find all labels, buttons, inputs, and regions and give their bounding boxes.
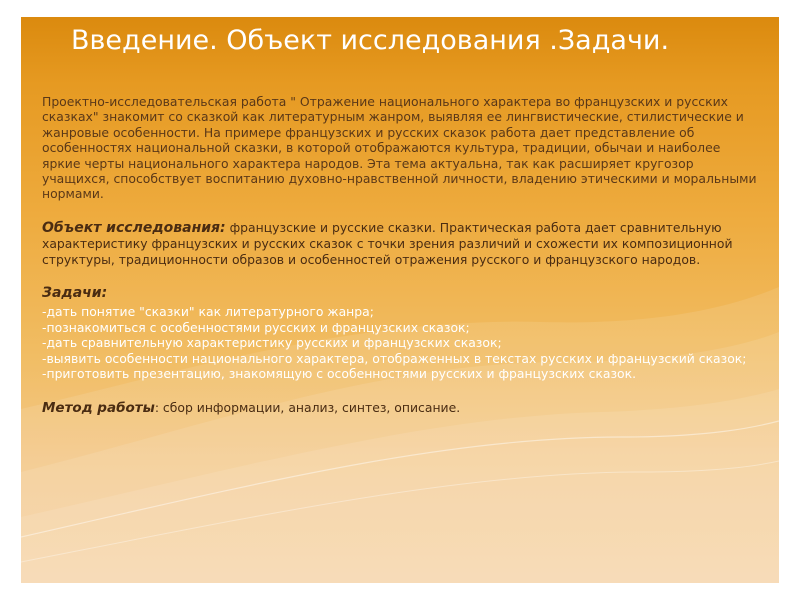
method-label: Метод работы	[42, 399, 155, 416]
object-text: французские и русские сказки. Практическая работа дает сравнительную характеристику французских и русских сказок с точки зрения различий и схожести их композиционной структуры, традиционности образов и особенностей отражения русского и французского народов.	[42, 219, 733, 267]
method-paragraph	[42, 400, 757, 416]
object-paragraph	[42, 220, 757, 267]
task-item: -приготовить презентацию, знакомящую с особенностями русских и французских сказок.	[42, 366, 637, 382]
object-label: Объект исследования:	[42, 219, 226, 236]
tasks-heading	[42, 285, 757, 301]
task-item: -познакомиться с особенностями русских и французских сказок;	[42, 319, 470, 335]
tasks-label: Задачи:	[42, 285, 108, 302]
task-item: -дать сравнительную характеристику русских и французских сказок;	[42, 335, 502, 351]
task-item: -выявить особенности национального характера, отображенных в текстах русских и французский сказок;	[42, 350, 747, 366]
task-item: -дать понятие "сказки" как литературного жанра;	[42, 304, 374, 320]
method-text: : сбор информации, анализ, синтез, описание.	[154, 399, 461, 415]
slide-content	[42, 94, 757, 416]
slide-title: Введение. Объект исследования .Задачи.	[71, 25, 670, 56]
slide	[21, 17, 779, 583]
intro-paragraph: Проектно-исследовательская работа " Отражение национального характера во французских и русских сказках" знакомит со сказкой как литературным жанром, выявляя ее лингвистические, стилистические и жанровые особенности. На примере французских и русских сказок работа дает представление об особенностях национальной сказки, в которой отображаются культура, традиции, обычаи и наиболее яркие черты национального характера народов. Эта тема актуальна, так как расширяет кругозор учащихся, способствует воспитанию духовно-нравственной личности, владению этическими и моральными нормами.	[42, 94, 757, 202]
